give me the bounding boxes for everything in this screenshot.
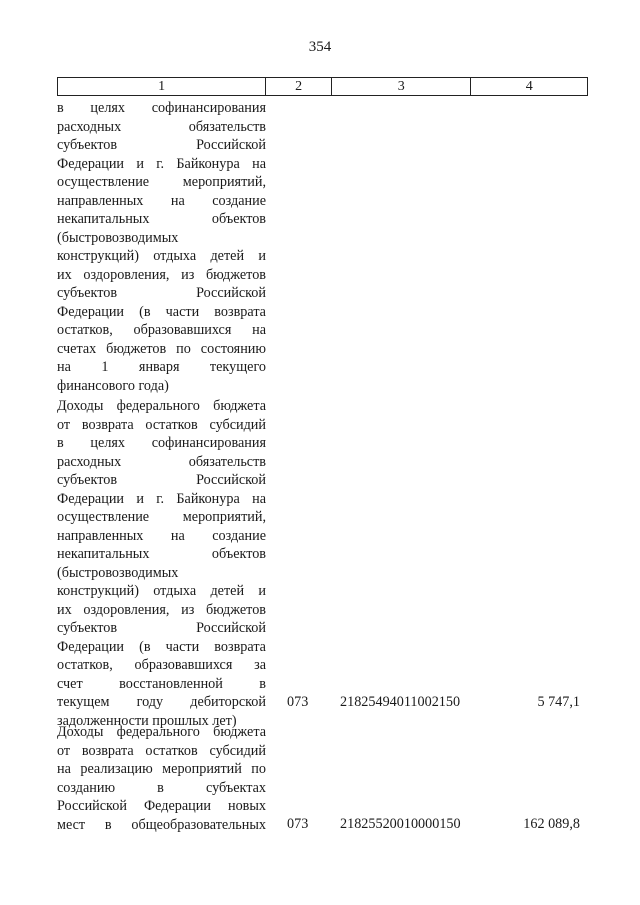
description-line: осуществление мероприятий,: [57, 174, 266, 190]
description-line: мест в общеобразовательных: [57, 816, 266, 833]
description-line: счетах бюджетов по состоянию: [57, 340, 266, 357]
description-line: от возврата остатков субсидий: [57, 416, 266, 433]
description-line: осуществление мероприятий,: [57, 509, 266, 525]
description-line: счет восстановленной в: [57, 675, 266, 692]
description-line: расходных обязательств: [57, 118, 266, 135]
table-header: [57, 77, 588, 96]
header-col-4: 4: [525, 79, 533, 94]
header-col-2: 2: [266, 78, 332, 95]
description-line: расходных обязательств: [57, 453, 266, 470]
description-line: на реализацию мероприятий по: [57, 761, 266, 777]
amount: 5 747,1: [537, 694, 580, 710]
description-line: конструкций) отдыха детей и: [57, 583, 266, 599]
description-line: их оздоровления, из бюджетов: [57, 601, 266, 618]
description-line: Доходы федерального бюджета: [57, 724, 266, 740]
row-description: [57, 397, 266, 730]
description-line: остатков, образовавшихся на: [57, 322, 266, 338]
budget-classification-code: 21825520010000150: [340, 816, 461, 832]
description-line: в целях софинансирования: [57, 435, 266, 451]
description-line: их оздоровления, из бюджетов: [57, 266, 266, 283]
admin-code: 073: [287, 816, 309, 832]
description-line: Российской Федерации новых: [57, 798, 266, 814]
description-line: Федерации и г. Байконура на: [57, 490, 266, 507]
description-line: финансового года): [57, 377, 169, 394]
description-line: созданию в субъектах: [57, 779, 266, 796]
description-line: остатков, образовавшихся за: [57, 657, 266, 673]
description-line: (быстровозводимых: [57, 229, 179, 246]
description-line: от возврата остатков субсидий: [57, 742, 266, 759]
header-col-1: 1: [58, 78, 266, 95]
description-line: направленных на создание: [57, 192, 266, 209]
description-line: конструкций) отдыха детей и: [57, 248, 266, 264]
description-line: субъектов Российской: [57, 472, 266, 488]
description-line: некапитальных объектов: [57, 211, 266, 227]
page-number: 354: [308, 39, 332, 55]
description-line: Доходы федерального бюджета: [57, 398, 266, 414]
description-line: на 1 января текущего: [57, 359, 266, 375]
budget-classification-code: 21825494011002150: [340, 694, 461, 710]
description-line: субъектов Российской: [57, 285, 266, 301]
description-line: субъектов Российской: [57, 620, 266, 636]
description-line: задолженности прошлых лет): [57, 712, 237, 729]
description-line: в целях софинансирования: [57, 100, 266, 116]
description-line: некапитальных объектов: [57, 546, 266, 562]
description-line: Федерации (в части возврата: [57, 303, 266, 320]
description-line: субъектов Российской: [57, 137, 266, 153]
row-description: [57, 723, 266, 834]
row-description: [57, 99, 266, 395]
description-line: (быстровозводимых: [57, 564, 179, 581]
description-line: Федерации (в части возврата: [57, 638, 266, 655]
admin-code: 073: [287, 694, 309, 710]
description-line: направленных на создание: [57, 527, 266, 544]
header-col-3: 3: [332, 78, 471, 95]
description-line: Федерации и г. Байконура на: [57, 155, 266, 172]
description-line: текущем году дебиторской: [57, 694, 266, 710]
amount: 162 089,8: [523, 816, 580, 832]
